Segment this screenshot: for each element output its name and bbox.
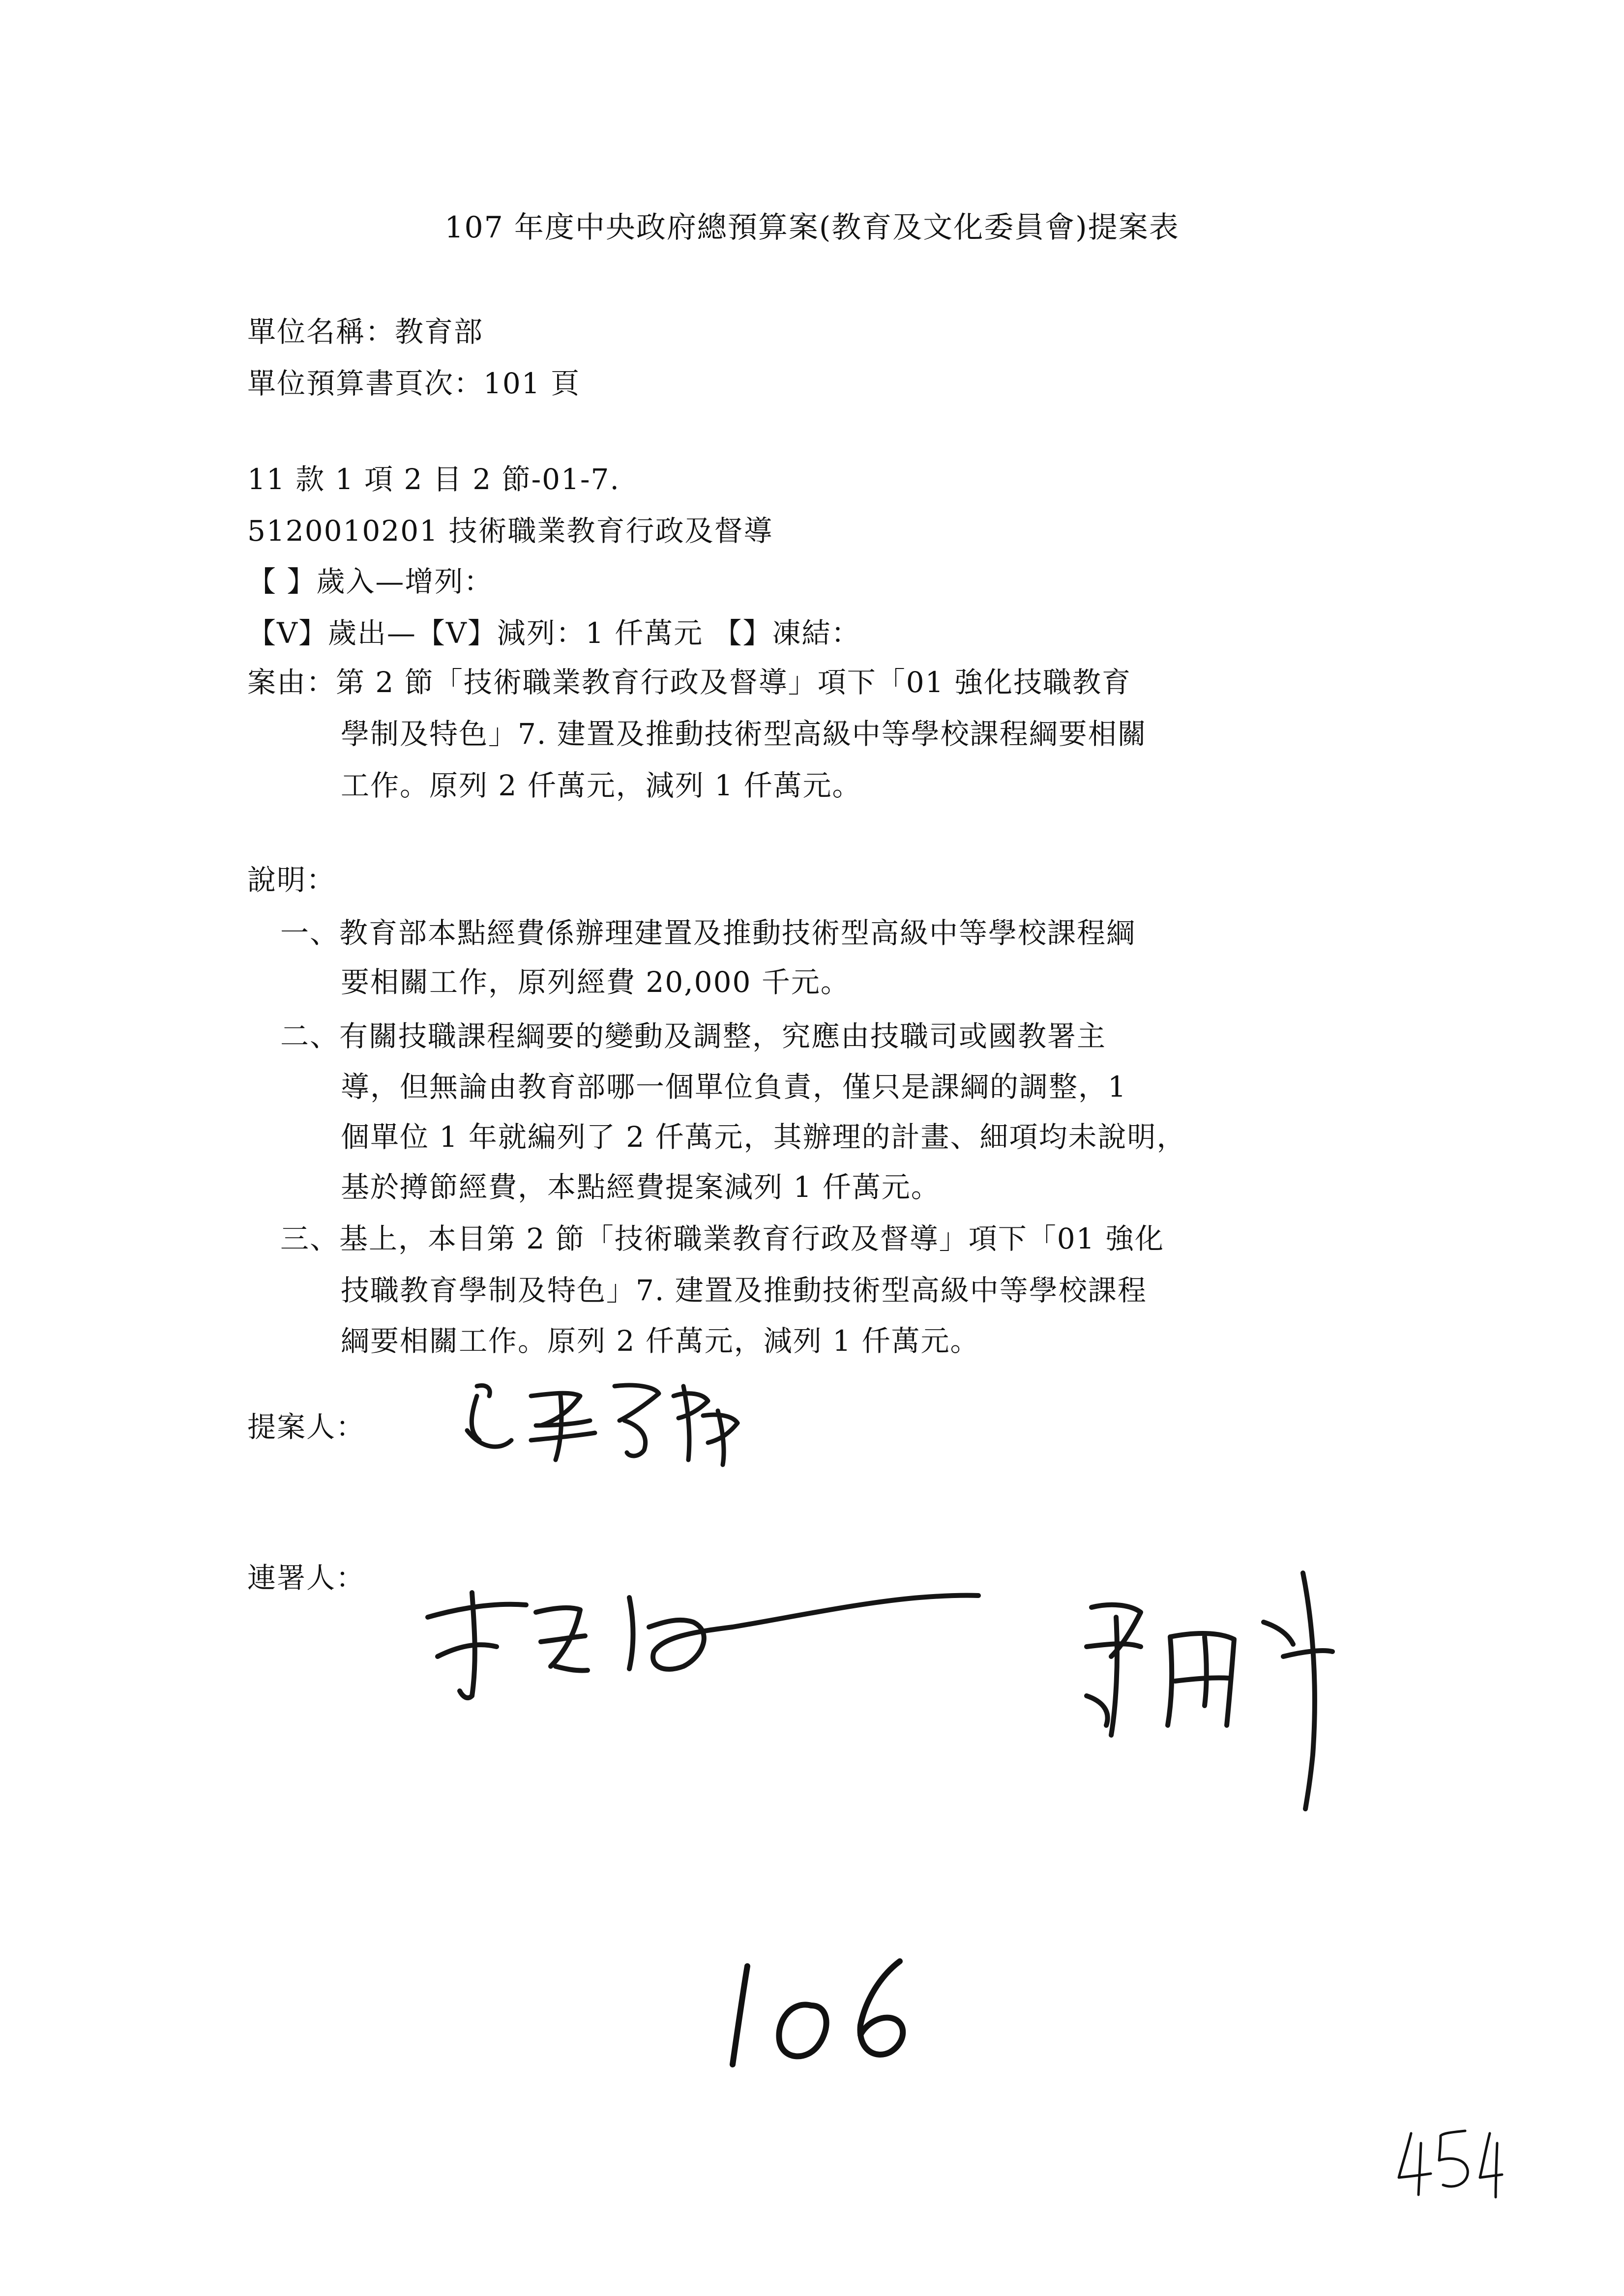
budget-program: 5120010201 技術職業教育行政及督導 bbox=[247, 514, 773, 548]
proposer-signature bbox=[457, 1366, 801, 1475]
expense-option: 【V】歲出—【V】減列：1 仟萬元 【】凍結： bbox=[247, 616, 861, 650]
cosigner-signature bbox=[1057, 1548, 1401, 1824]
explanation-line: 三、基上，本目第 2 節「技術職業教育行政及督導」項下「01 強化 bbox=[280, 1222, 1165, 1255]
cosigner-label: 連署人： bbox=[247, 1561, 366, 1595]
unit-budget-page: 單位預算書頁次：101 頁 bbox=[247, 367, 581, 400]
revenue-option: 【 】歲入—增列： bbox=[247, 565, 494, 598]
unit-name: 單位名稱：教育部 bbox=[247, 315, 484, 349]
explanation-line: 綱要相關工作。原列 2 仟萬元，減列 1 仟萬元。 bbox=[341, 1324, 980, 1358]
explanation-line: 一、教育部本點經費係辦理建置及推動技術型高級中等學校課程綱 bbox=[280, 916, 1136, 950]
handwritten-corner-number bbox=[1391, 2123, 1505, 2202]
explanation-line: 要相關工作，原列經費 20,000 千元。 bbox=[341, 965, 850, 999]
handwritten-page-number bbox=[713, 1947, 929, 2074]
explanation-heading: 說明： bbox=[247, 863, 336, 897]
case-line: 案由：第 2 節「技術職業教育行政及督導」項下「01 強化技職教育 bbox=[247, 666, 1132, 699]
cosigner-signature bbox=[418, 1548, 1082, 1755]
case-line: 工作。原列 2 仟萬元，減列 1 仟萬元。 bbox=[341, 769, 862, 802]
explanation-line: 技職教育學制及特色」7. 建置及推動技術型高級中等學校課程 bbox=[341, 1274, 1147, 1307]
budget-code: 11 款 1 項 2 目 2 節-01-7. bbox=[247, 463, 620, 496]
explanation-line: 導，但無論由教育部哪一個單位負責，僅只是課綱的調整，1 bbox=[341, 1070, 1127, 1104]
case-line: 學制及特色」7. 建置及推動技術型高級中等學校課程綱要相關 bbox=[341, 717, 1147, 751]
explanation-line: 個單位 1 年就編列了 2 仟萬元，其辦理的計畫、細項均未說明， bbox=[341, 1120, 1186, 1154]
explanation-line: 二、有關技職課程綱要的變動及調整，究應由技職司或國教署主 bbox=[280, 1019, 1107, 1053]
form-title: 107 年度中央政府總預算案(教育及文化委員會)提案表 bbox=[444, 210, 1180, 245]
proposer-label: 提案人： bbox=[247, 1410, 366, 1444]
explanation-line: 基於撙節經費，本點經費提案減列 1 仟萬元。 bbox=[341, 1170, 941, 1204]
